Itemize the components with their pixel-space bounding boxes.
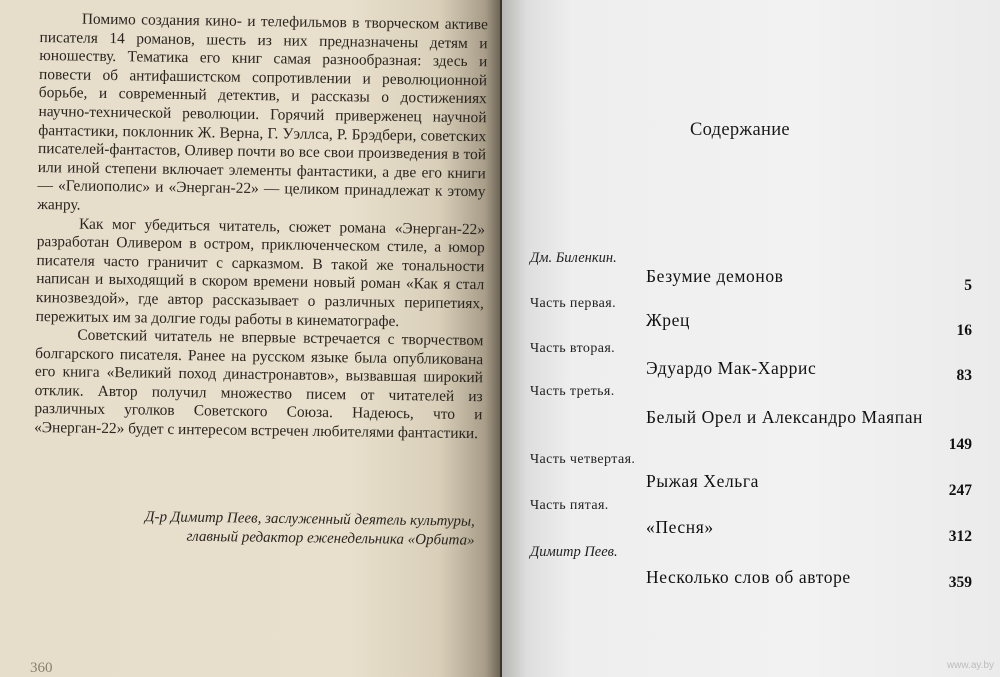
page-number: 360	[30, 660, 53, 676]
toc-page: 5	[964, 277, 972, 294]
toc-page: 16	[956, 322, 972, 339]
toc-part-label: Часть первая.	[530, 296, 617, 311]
toc-title: Жрец	[646, 310, 690, 330]
toc-part-label: Часть пятая.	[530, 498, 609, 513]
toc-page: 359	[948, 574, 972, 591]
toc-title: Белый Орел и Александро Маяпан	[646, 407, 924, 427]
toc-entry	[530, 384, 972, 456]
toc-author: Димитр Пеев.	[530, 544, 618, 560]
watermark: www.ay.by	[946, 660, 994, 671]
toc-title: «Песня»	[646, 517, 714, 537]
toc-entry	[530, 498, 972, 550]
toc-page: 312	[948, 528, 972, 545]
toc-page: 247	[948, 482, 972, 499]
toc-part-label: Часть четвертая.	[530, 452, 636, 467]
toc-entry	[530, 544, 972, 596]
toc-title: Эдуардо Мак-Харрис	[646, 358, 817, 378]
paragraph: Помимо создания кино- и телефильмов в творческом активе писателя 14 романов, шесть из них предназначены детям и юношеству. Тематика его книг самая разнообразная: здесь и повести об антифашистском сопротивлении и революционной борьбе, и современный детектив, и рассказы о достижениях научно-технической революции. Горячий приверженец научной фантастики, поклонник Ж. Верна, Г. Уэллса, Р. Брэдбери, советских писателей-фантастов, Оливер почти во все свои произведения в той или иной степени включает элементы фантастики, а две его книги — «Гелиополис» и «Энерган-22» — целиком принадлежат к этому жанру.	[37, 10, 488, 214]
toc-part-label: Часть вторая.	[530, 341, 616, 356]
afterword-text	[34, 10, 488, 444]
toc-page: 149	[948, 436, 972, 453]
toc-part-label: Часть третья.	[530, 384, 615, 399]
contents-title: Содержание	[690, 120, 790, 140]
toc-entry	[530, 452, 972, 504]
signature: Д-р Димитр Пеев, заслуженный деятель культуры, главный редактор еженедельника «Орбита»	[144, 509, 475, 549]
toc-title: Несколько слов об авторе	[646, 567, 851, 587]
paragraph: Как мог убедиться читатель, сюжет романа «Энерган-22» разработан Оливером в остром, приключенческом стиле, а юмор писателя часто граничит с сарказмом. В такой же тональности написан и выходящий в скором времени новый роман «Как я стал кинозвездой», где автор рассказывает о различных перипетиях, пережитых им за долгие годы работы в кинематографе.	[35, 215, 486, 330]
toc-author: Дм. Биленкин.	[530, 250, 617, 266]
toc-page: 83	[956, 367, 972, 384]
toc-title: Рыжая Хельга	[646, 471, 760, 491]
toc-entry	[530, 250, 972, 302]
toc-title: Безумие демонов	[646, 266, 784, 286]
paragraph: Советский читатель не впервые встречается с творчеством болгарского писателя. Ранее на русском языке была опубликована его книга «Великий поход династронавтов», вызвавшая широкий отклик. Автор получил множество писем от читателей из различных уголков Советского Союза. Надеюсь, что и «Энерган-22» будет с интересом встречен любителями фантастики.	[34, 326, 484, 443]
